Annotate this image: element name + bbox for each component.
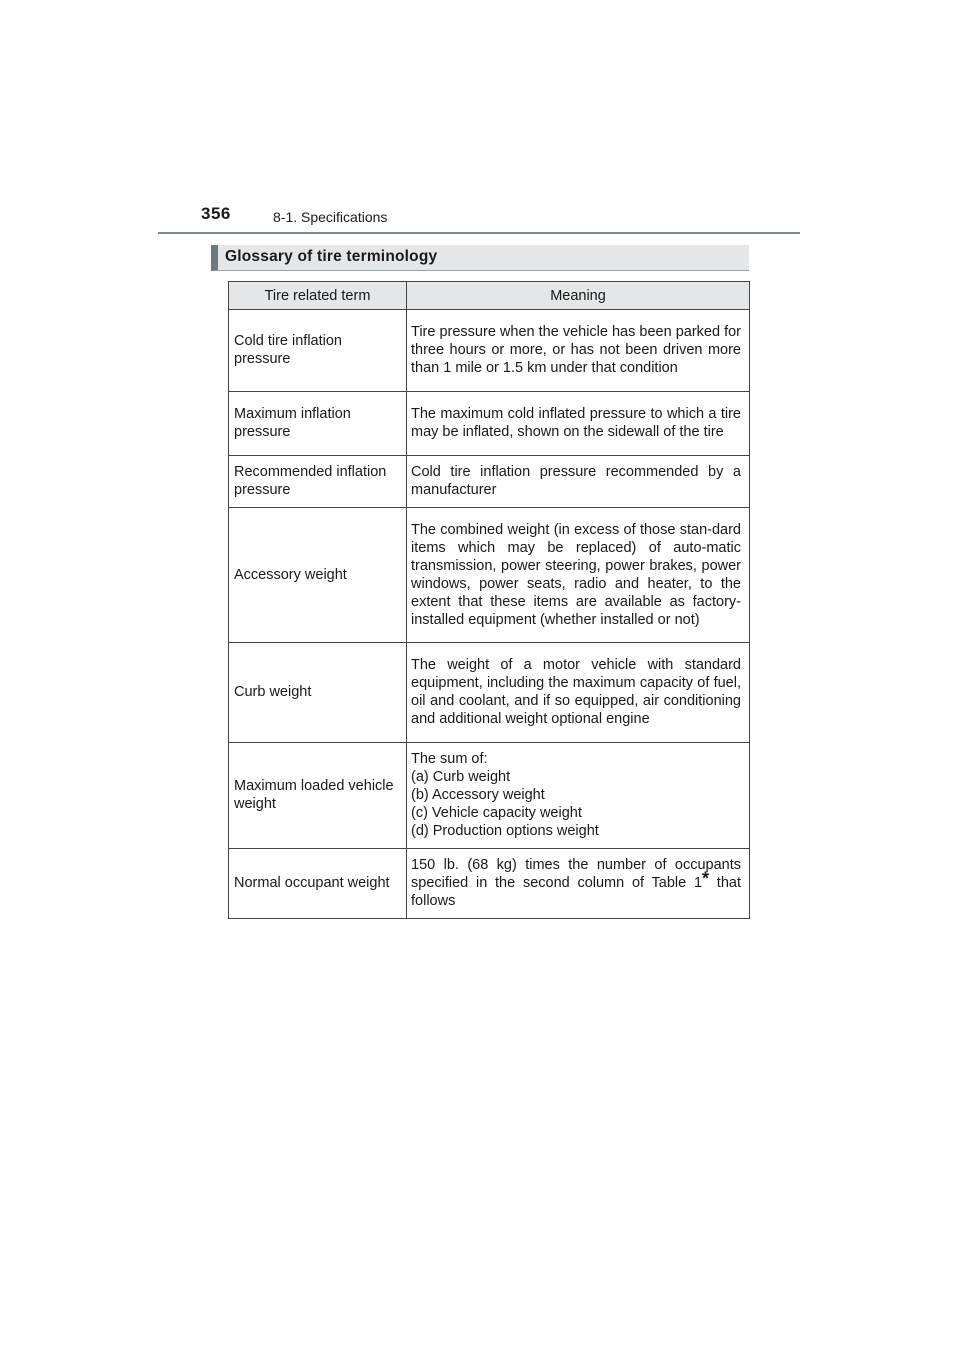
meaning-line: (d) Production options weight: [411, 823, 599, 839]
header-divider: [158, 232, 800, 234]
meaning-cell: The maximum cold inflated pressure to which a tire may be inflated, shown on the sidewall of the tire: [407, 392, 750, 456]
page-number: 356: [201, 204, 231, 223]
term-cell: Maximum inflation pressure: [229, 392, 407, 456]
meaning-line: (a) Curb weight: [411, 769, 511, 785]
term-cell: Normal occupant weight: [229, 849, 407, 919]
table-row: [229, 743, 750, 849]
term-cell: Accessory weight: [229, 508, 407, 643]
meaning-line: The sum of:: [411, 751, 488, 767]
meaning-text-end: that follows: [411, 875, 741, 909]
table-row: [229, 456, 750, 508]
footnote-marker: *: [702, 868, 710, 889]
meaning-cell: [407, 849, 750, 919]
meaning-cell: Cold tire inflation pressure recommended by a manufacturer: [407, 456, 750, 508]
table-header-row: [229, 282, 750, 310]
table-row: [229, 392, 750, 456]
section-heading: [211, 245, 749, 271]
meaning-cell: [407, 743, 750, 849]
table-row: [229, 643, 750, 743]
meaning-text: 150 lb. (68 kg) times the number of occupants specified in the second column of Table 1: [411, 857, 741, 891]
meaning-line: (b) Accessory weight: [411, 787, 545, 803]
term-cell: Recommended inflation pressure: [229, 456, 407, 508]
section-heading-text: Glossary of tire terminology: [225, 248, 438, 265]
term-cell: Maximum loaded vehicle weight: [229, 743, 407, 849]
section-label: 8-1. Specifications: [273, 209, 388, 225]
table-row: [229, 849, 750, 919]
table-row: [229, 508, 750, 643]
meaning-cell: Tire pressure when the vehicle has been parked for three hours or more, or has not been driven more than 1 mile or 1.5 km under that condition: [407, 310, 750, 392]
term-cell: Curb weight: [229, 643, 407, 743]
table-row: [229, 310, 750, 392]
meaning-cell: The weight of a motor vehicle with standard equipment, including the maximum capacity of fuel, oil and coolant, and if so equipped, air conditioning and additional weight optional engine: [407, 643, 750, 743]
meaning-cell: The combined weight (in excess of those stan-dard items which may be replaced) of auto-matic transmission, power steering, power brakes, power windows, power seats, radio and heater, to the extent that these items are available as factory-installed equipment (whether installed or not): [407, 508, 750, 643]
column-header-term: Tire related term: [229, 282, 407, 310]
column-header-meaning: Meaning: [407, 282, 750, 310]
term-cell: Cold tire inflation pressure: [229, 310, 407, 392]
tire-terminology-table: [228, 281, 750, 919]
meaning-line: (c) Vehicle capacity weight: [411, 805, 582, 821]
